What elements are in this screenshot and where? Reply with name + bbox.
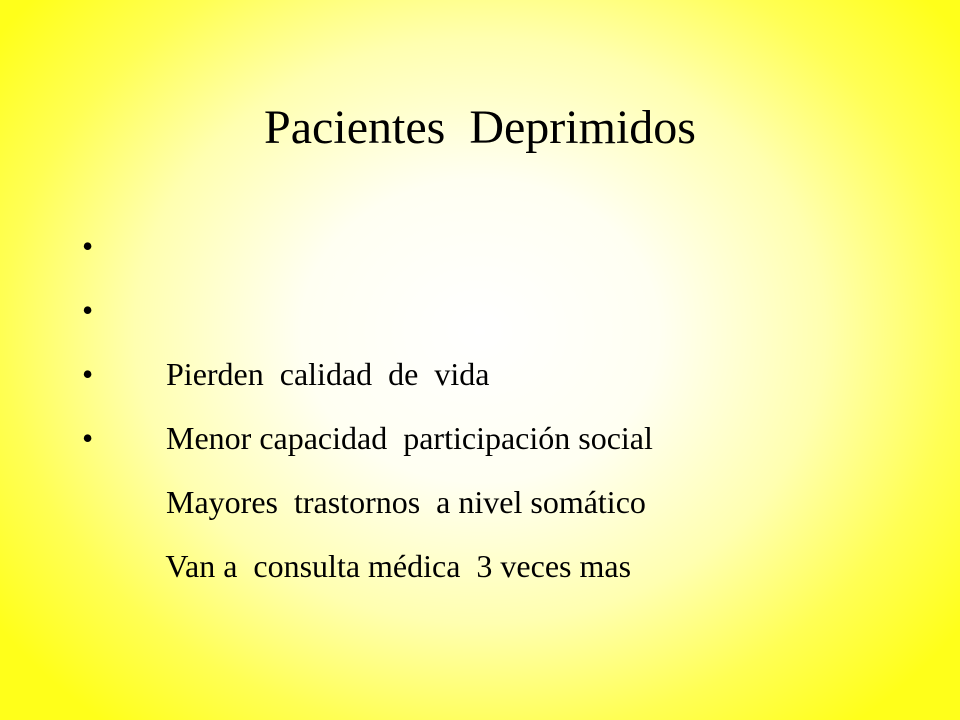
bullet-item (82, 214, 653, 392)
bullet-text: Pierden calidad de vida (166, 356, 490, 392)
bullet-text: Mayores trastornos a nivel somático (166, 484, 646, 520)
bullet-text: Van a consulta médica 3 veces mas (165, 548, 632, 584)
slide-title: Pacientes Deprimidos (264, 101, 696, 154)
bullet-dot-icon: • (82, 228, 94, 264)
bullet-text: Menor capacidad participación social (166, 420, 653, 456)
bullet-dot-icon: • (82, 356, 94, 392)
bullet-dot-icon: • (82, 292, 94, 328)
bullet-dot-icon: • (82, 420, 94, 456)
bullet-list (82, 214, 653, 584)
